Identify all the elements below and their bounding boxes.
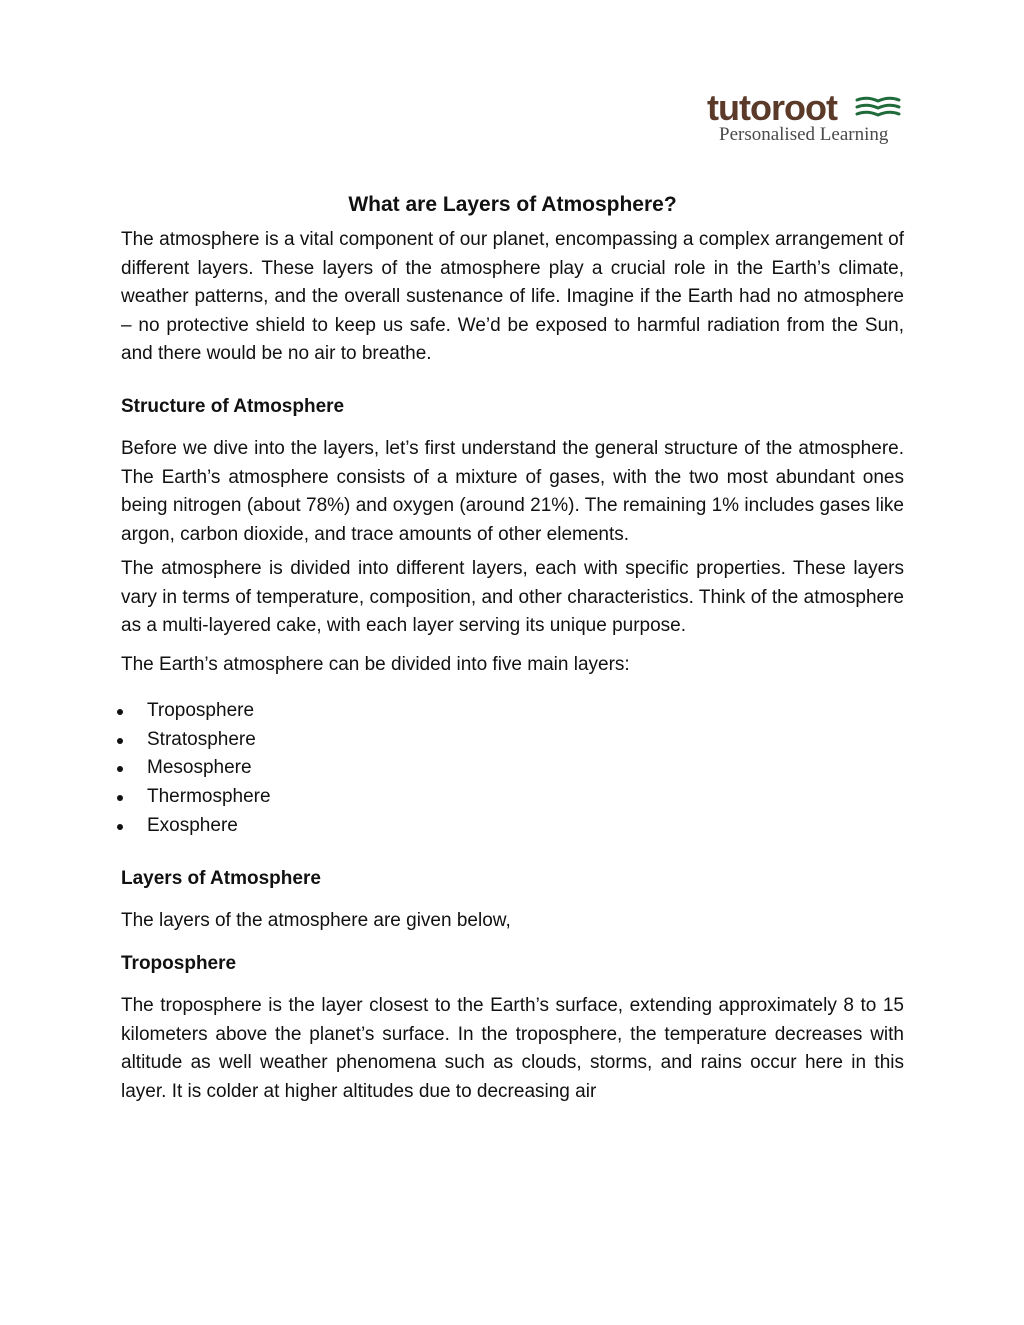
troposphere-paragraph: The troposphere is the layer closest to the Earth’s surface, extending approximately 8 to 15 kilometers above the planet’s surface. In the troposphere, the temperature decreases with altitude as well weather phenomena such as clouds, storms, and rains occur here in this layer. It is colder at higher altitudes due to decreasing air bbox=[121, 995, 904, 1102]
intro-paragraph: The atmosphere is a vital component of our planet, encompassing a complex arrangement of different layers. These layers of the atmosphere play a crucial role in the Earth’s climate, weather patterns, and the overall sustenance of life. Imagine if the Earth had no atmosphere – no protective shield to keep us safe. We’d be exposed to harmful radiation from the Sun, and there would be no air to breathe. bbox=[121, 229, 904, 364]
open-book-icon bbox=[855, 96, 901, 120]
troposphere-heading: Troposphere bbox=[121, 952, 237, 974]
list-item: Stratosphere bbox=[121, 726, 904, 755]
list-item: Troposphere bbox=[121, 697, 904, 726]
tutoroot-logo bbox=[707, 88, 907, 152]
document-body bbox=[121, 190, 904, 1106]
layers-intro: The layers of the atmosphere are given below, bbox=[121, 910, 511, 932]
structure-paragraph-2: The atmosphere is divided into different layers, each with specific properties. These layers vary in terms of temperature, composition, and other characteristics. Think of the atmosphere as a multi-layered cake, with each layer serving its unique purpose. bbox=[121, 558, 904, 636]
logo-tagline: Personalised Learning bbox=[719, 124, 889, 145]
page-title: What are Layers of Atmosphere? bbox=[348, 193, 677, 216]
structure-heading: Structure of Atmosphere bbox=[121, 395, 345, 417]
list-item: Mesosphere bbox=[121, 754, 904, 783]
layer-list bbox=[121, 697, 904, 841]
layers-heading: Layers of Atmosphere bbox=[121, 867, 321, 889]
structure-paragraph-3: The Earth’s atmosphere can be divided into five main layers: bbox=[121, 653, 630, 675]
logo-wordmark: tutoroot bbox=[707, 87, 837, 128]
list-item: Exosphere bbox=[121, 812, 904, 841]
list-item: Thermosphere bbox=[121, 783, 904, 812]
structure-paragraph-1: Before we dive into the layers, let’s first understand the general structure of the atmosphere. The Earth’s atmosphere consists of a mixture of gases, with the two most abundant ones being nitrogen (about 78%) and oxygen (around 21%). The remaining 1% includes gases like argon, carbon dioxide, and trace amounts of other elements. bbox=[121, 438, 904, 545]
